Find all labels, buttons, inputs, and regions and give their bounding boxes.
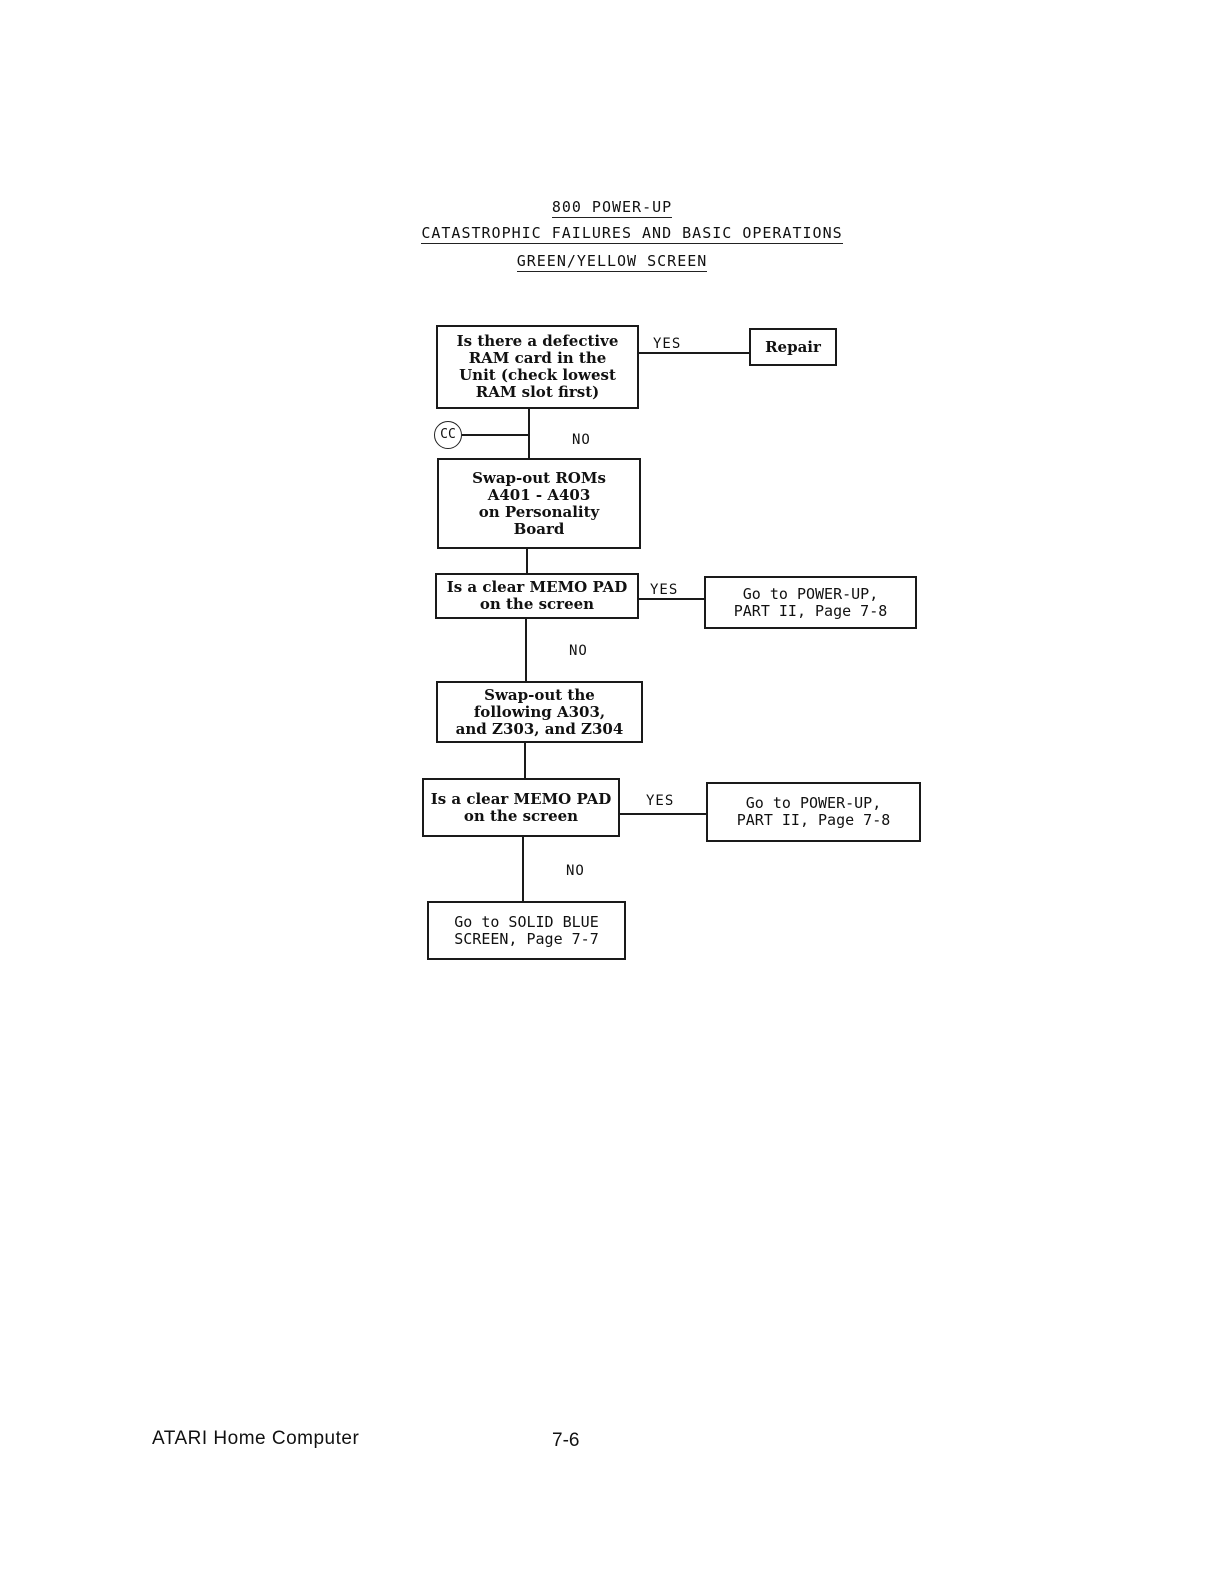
node-goto-powerup-2: Go to POWER-UP, PART II, Page 7-8 — [706, 782, 921, 842]
node-goto-solid-blue: Go to SOLID BLUE SCREEN, Page 7-7 — [427, 901, 626, 960]
connector — [525, 618, 527, 682]
edge-label-yes: YES — [653, 336, 682, 352]
node-swap-parts: Swap-out the following A303, and Z303, and Z304 — [436, 681, 643, 743]
connector — [637, 598, 705, 600]
connector-cc-circle: CC — [434, 421, 462, 449]
edge-label-yes: YES — [650, 582, 679, 598]
title-line-3: GREEN/YELLOW SCREEN — [516, 252, 708, 270]
title-line-2: CATASTROPHIC FAILURES AND BASIC OPERATIONS — [421, 224, 843, 242]
edge-label-no: NO — [566, 863, 585, 879]
connector — [462, 434, 529, 436]
node-memo-pad-question-2: Is a clear MEMO PAD on the screen — [422, 778, 620, 837]
connector — [526, 548, 528, 574]
footer-product-name: ATARI Home Computer — [152, 1428, 360, 1449]
footer-page-number: 7-6 — [552, 1430, 580, 1451]
edge-label-no: NO — [572, 432, 591, 448]
node-goto-powerup-1: Go to POWER-UP, PART II, Page 7-8 — [704, 576, 917, 629]
node-swap-roms: Swap-out ROMs A401 - A403 on Personality Board — [437, 458, 641, 549]
connector — [618, 813, 707, 815]
title-line-1: 800 POWER-UP — [551, 198, 673, 216]
node-repair: Repair — [749, 328, 837, 366]
connector — [524, 741, 526, 779]
node-memo-pad-question-1: Is a clear MEMO PAD on the screen — [435, 573, 639, 619]
edge-label-yes: YES — [646, 793, 675, 809]
edge-label-no: NO — [569, 643, 588, 659]
connector — [522, 836, 524, 902]
node-defective-ram-question: Is there a defective RAM card in the Unit (check lowest RAM slot first) — [436, 325, 639, 409]
connector — [637, 352, 750, 354]
